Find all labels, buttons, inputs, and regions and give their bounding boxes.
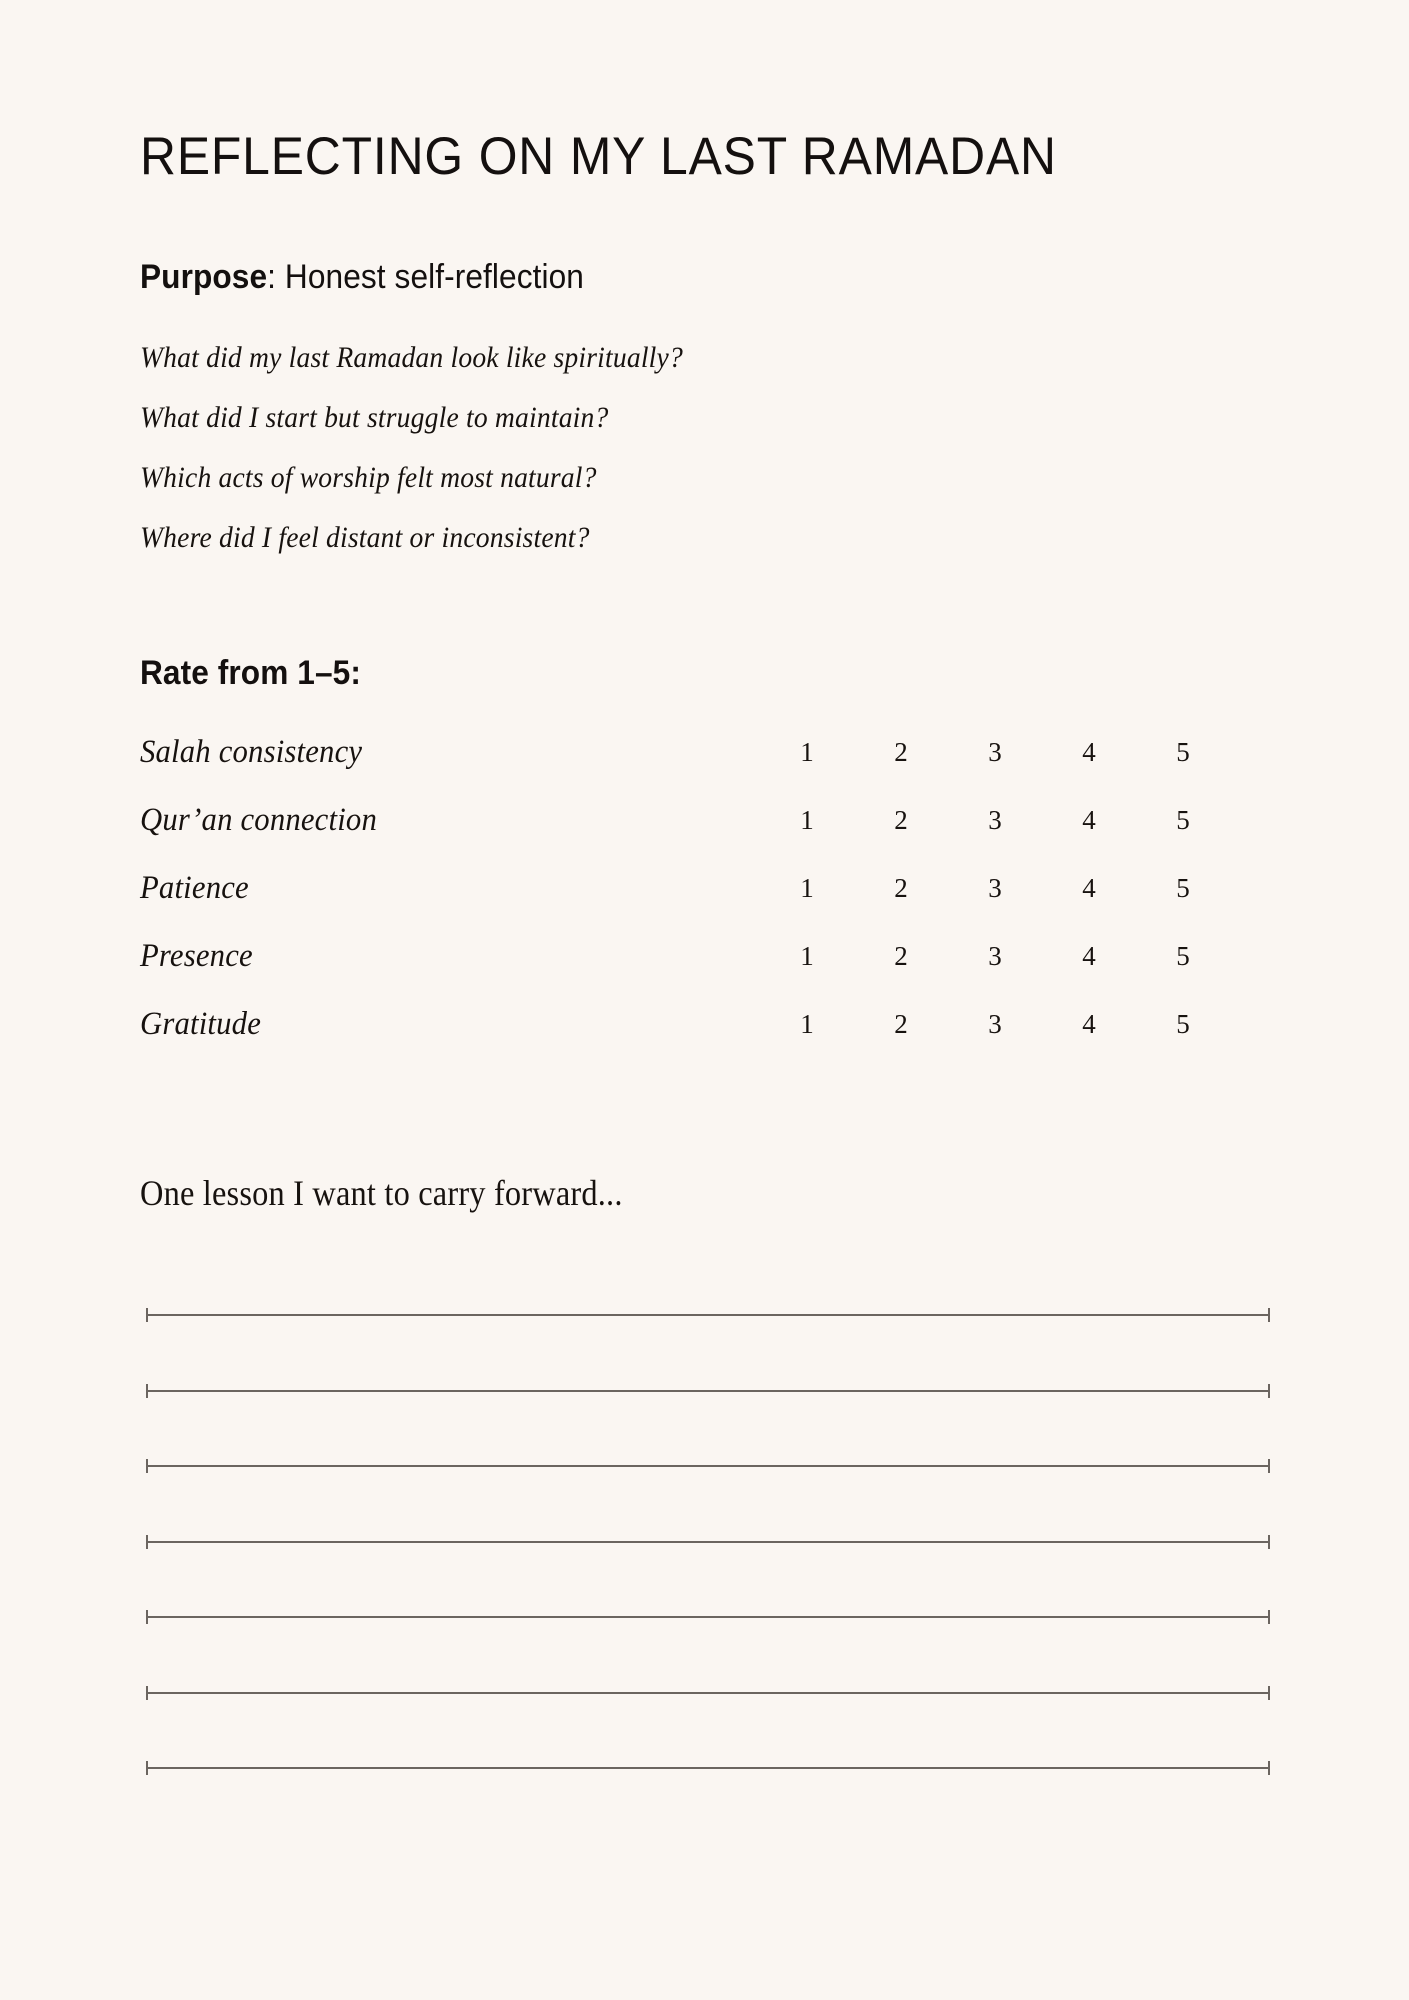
reflection-question: What did my last Ramadan look like spiritually? [140,341,683,374]
line-end-cap-right-icon [1268,1686,1270,1700]
purpose-label: Purpose [140,258,268,296]
writing-lines-group [142,1300,1270,1829]
table-row [140,939,1245,1007]
line-rule [146,1767,1270,1769]
table-row [140,735,1245,803]
line-end-cap-right-icon [1268,1535,1270,1549]
writing-line[interactable] [142,1376,1270,1452]
rating-option-5[interactable]: 5 [1176,805,1190,835]
table-row [140,1007,1245,1075]
reflection-question: What did I start but struggle to maintain? [140,401,609,434]
line-end-cap-right-icon [1268,1459,1270,1473]
rating-option-2[interactable]: 2 [894,873,908,903]
rating-option-1[interactable]: 1 [800,941,814,971]
line-end-cap-right-icon [1268,1308,1270,1322]
line-rule [146,1314,1270,1316]
line-end-cap-right-icon [1268,1761,1270,1775]
rating-table [140,735,1245,1075]
line-rule [146,1616,1270,1618]
reflection-question: Where did I feel distant or inconsistent? [140,521,590,554]
rating-option-4[interactable]: 4 [1082,805,1096,835]
writing-line[interactable] [142,1602,1270,1678]
line-rule [146,1465,1270,1467]
rating-option-3[interactable]: 3 [988,941,1002,971]
rating-option-1[interactable]: 1 [800,873,814,903]
rating-scale [760,806,1230,834]
writing-line[interactable] [142,1678,1270,1754]
rating-option-1[interactable]: 1 [800,737,814,767]
line-end-cap-right-icon [1268,1610,1270,1624]
rate-section-heading: Rate from 1–5: [140,654,361,692]
rating-option-4[interactable]: 4 [1082,941,1096,971]
writing-line[interactable] [142,1300,1270,1376]
purpose-value: : Honest self-reflection [267,258,584,296]
line-rule [146,1390,1270,1392]
rating-option-5[interactable]: 5 [1176,873,1190,903]
writing-line[interactable] [142,1753,1270,1829]
rating-option-5[interactable]: 5 [1176,1009,1190,1039]
line-end-cap-right-icon [1268,1384,1270,1398]
rating-option-1[interactable]: 1 [800,1009,814,1039]
carry-forward-prompt: One lesson I want to carry forward... [140,1173,623,1213]
purpose-line [140,258,584,297]
rating-option-2[interactable]: 2 [894,737,908,767]
rating-option-2[interactable]: 2 [894,941,908,971]
rating-scale [760,874,1230,902]
reflection-question-list [140,343,1140,583]
rating-option-4[interactable]: 4 [1082,873,1096,903]
rating-option-2[interactable]: 2 [894,1009,908,1039]
table-row [140,803,1245,871]
rating-option-3[interactable]: 3 [988,737,1002,767]
rating-option-1[interactable]: 1 [800,805,814,835]
rating-option-4[interactable]: 4 [1082,1009,1096,1039]
writing-line[interactable] [142,1451,1270,1527]
rating-option-3[interactable]: 3 [988,873,1002,903]
table-row [140,871,1245,939]
rating-row-label: Presence [140,938,253,974]
rating-option-3[interactable]: 3 [988,805,1002,835]
writing-line[interactable] [142,1527,1270,1603]
rating-row-label: Gratitude [140,1006,262,1042]
rating-row-label: Salah consistency [140,734,363,770]
rating-row-label: Qur’an connection [140,802,377,838]
rating-option-5[interactable]: 5 [1176,941,1190,971]
rating-scale [760,1010,1230,1038]
rating-row-label: Patience [140,870,249,906]
rating-scale [760,738,1230,766]
page-title: REFLECTING ON MY LAST RAMADAN [140,127,1057,186]
rating-option-4[interactable]: 4 [1082,737,1096,767]
rating-option-5[interactable]: 5 [1176,737,1190,767]
rating-option-2[interactable]: 2 [894,805,908,835]
line-rule [146,1541,1270,1543]
reflection-question: Which acts of worship felt most natural? [140,461,597,494]
line-rule [146,1692,1270,1694]
rating-option-3[interactable]: 3 [988,1009,1002,1039]
rating-scale [760,942,1230,970]
